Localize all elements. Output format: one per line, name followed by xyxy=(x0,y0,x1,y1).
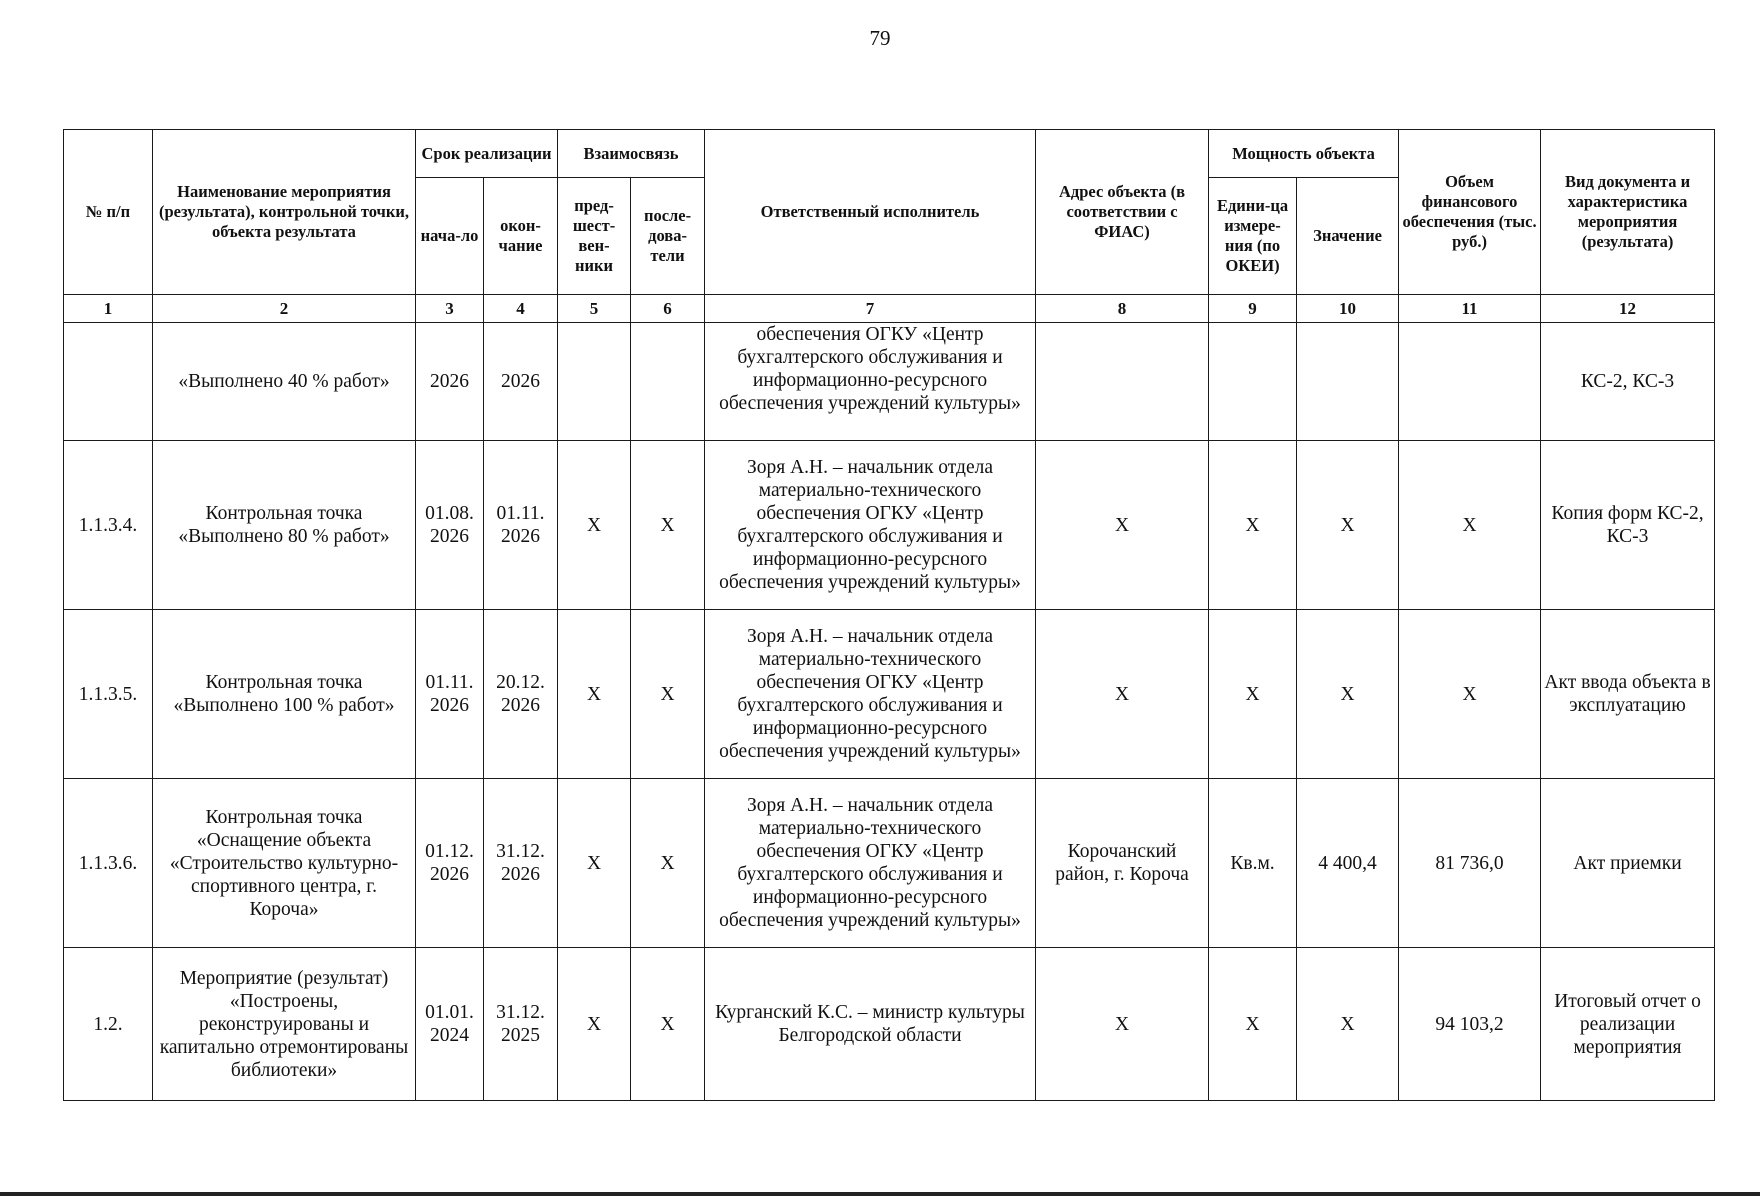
row-end: 31.12. 2026 xyxy=(484,779,558,948)
table-row xyxy=(64,948,1715,1101)
row-finance: 81 736,0 xyxy=(1399,779,1541,948)
row-value: Х xyxy=(1297,948,1399,1101)
row-unit: Х xyxy=(1209,610,1297,779)
row-name: Контрольная точка «Выполнено 80 % работ» xyxy=(153,441,416,610)
row-executor: Зоря А.Н. – начальник отдела материально-технического обеспечения ОГКУ «Центр бухгалтерского обслуживания и информационно-ресурсного обеспечения учреждений культуры» xyxy=(705,441,1036,610)
row-name: Мероприятие (результат) «Построены, реконструированы и капитально отремонтированы библиотеки» xyxy=(153,948,416,1101)
row-next: Х xyxy=(631,441,705,610)
row-finance: 94 103,2 xyxy=(1399,948,1541,1101)
row-prev xyxy=(558,323,631,441)
row-doc: Копия форм КС-2, КС-3 xyxy=(1541,441,1715,610)
row-end: 31.12. 2025 xyxy=(484,948,558,1101)
header-capacity-unit: Едини-ца измере-ния (по ОКЕИ) xyxy=(1209,178,1297,295)
row-name: Контрольная точка «Оснащение объекта «Строительство культурно-спортивного центра, г. Короча» xyxy=(153,779,416,948)
column-number: 9 xyxy=(1209,295,1297,323)
row-address: Х xyxy=(1036,441,1209,610)
row-end: 2026 xyxy=(484,323,558,441)
row-start: 2026 xyxy=(416,323,484,441)
row-next: Х xyxy=(631,610,705,779)
row-num xyxy=(64,323,153,441)
table-row xyxy=(64,441,1715,610)
row-start: 01.01. 2024 xyxy=(416,948,484,1101)
header-term-start: нача-ло xyxy=(416,178,484,295)
header-executor: Ответственный исполнитель xyxy=(705,130,1036,295)
header-relation-next: после-дова-тели xyxy=(631,178,705,295)
row-end: 01.11. 2026 xyxy=(484,441,558,610)
row-doc: Акт приемки xyxy=(1541,779,1715,948)
row-finance: Х xyxy=(1399,441,1541,610)
row-prev: Х xyxy=(558,441,631,610)
row-end: 20.12. 2026 xyxy=(484,610,558,779)
row-finance xyxy=(1399,323,1541,441)
row-num: 1.2. xyxy=(64,948,153,1101)
row-prev: Х xyxy=(558,948,631,1101)
header-name: Наименование мероприятия (результата), контрольной точки, объекта результата xyxy=(153,130,416,295)
header-num: № п/п xyxy=(64,130,153,295)
row-value: Х xyxy=(1297,610,1399,779)
row-name: Контрольная точка «Выполнено 100 % работ» xyxy=(153,610,416,779)
table-row xyxy=(64,610,1715,779)
header-capacity: Мощность объекта xyxy=(1209,130,1399,178)
events-plan-table xyxy=(63,129,1715,1101)
column-number: 12 xyxy=(1541,295,1715,323)
column-number: 8 xyxy=(1036,295,1209,323)
header-finance: Объем финансового обеспечения (тыс. руб.) xyxy=(1399,130,1541,295)
table-row xyxy=(64,323,1715,441)
row-next xyxy=(631,323,705,441)
row-address xyxy=(1036,323,1209,441)
header-relation: Взаимосвязь xyxy=(558,130,705,178)
row-num: 1.1.3.5. xyxy=(64,610,153,779)
row-address: Х xyxy=(1036,948,1209,1101)
row-doc: КС-2, КС-3 xyxy=(1541,323,1715,441)
row-executor: Курганский К.С. – министр культуры Белгородской области xyxy=(705,948,1036,1101)
row-unit xyxy=(1209,323,1297,441)
column-number: 5 xyxy=(558,295,631,323)
column-number: 3 xyxy=(416,295,484,323)
row-start: 01.12. 2026 xyxy=(416,779,484,948)
row-unit: Х xyxy=(1209,948,1297,1101)
row-executor: обеспечения ОГКУ «Центр бухгалтерского обслуживания и информационно-ресурсного обеспечения учреждений культуры» xyxy=(705,323,1036,441)
row-value xyxy=(1297,323,1399,441)
row-address: Корочанский район, г. Короча xyxy=(1036,779,1209,948)
row-executor: Зоря А.Н. – начальник отдела материально-технического обеспечения ОГКУ «Центр бухгалтерского обслуживания и информационно-ресурсного обеспечения учреждений культуры» xyxy=(705,610,1036,779)
row-value: Х xyxy=(1297,441,1399,610)
column-numbers-row xyxy=(64,295,1715,323)
row-next: Х xyxy=(631,779,705,948)
row-start: 01.08. 2026 xyxy=(416,441,484,610)
page-number: 79 xyxy=(869,26,891,50)
row-name: «Выполнено 40 % работ» xyxy=(153,323,416,441)
row-prev: Х xyxy=(558,779,631,948)
table-header xyxy=(64,130,1715,323)
row-num: 1.1.3.6. xyxy=(64,779,153,948)
row-doc: Акт ввода объекта в эксплуатацию xyxy=(1541,610,1715,779)
header-address: Адрес объекта (в соответствии с ФИАС) xyxy=(1036,130,1209,295)
table-row xyxy=(64,779,1715,948)
row-next: Х xyxy=(631,948,705,1101)
table-body xyxy=(64,323,1715,1101)
row-unit: Кв.м. xyxy=(1209,779,1297,948)
row-value: 4 400,4 xyxy=(1297,779,1399,948)
column-number: 6 xyxy=(631,295,705,323)
header-relation-prev: пред-шест-вен-ники xyxy=(558,178,631,295)
page-bottom-rule xyxy=(0,1192,1760,1196)
row-unit: Х xyxy=(1209,441,1297,610)
row-prev: Х xyxy=(558,610,631,779)
header-term: Срок реализации xyxy=(416,130,558,178)
column-number: 4 xyxy=(484,295,558,323)
header-doc: Вид документа и характеристика мероприятия (результата) xyxy=(1541,130,1715,295)
row-address: Х xyxy=(1036,610,1209,779)
header-capacity-value: Значение xyxy=(1297,178,1399,295)
column-number: 1 xyxy=(64,295,153,323)
row-start: 01.11. 2026 xyxy=(416,610,484,779)
row-finance: Х xyxy=(1399,610,1541,779)
row-num: 1.1.3.4. xyxy=(64,441,153,610)
row-executor: Зоря А.Н. – начальник отдела материально-технического обеспечения ОГКУ «Центр бухгалтерского обслуживания и информационно-ресурсного обеспечения учреждений культуры» xyxy=(705,779,1036,948)
column-number: 11 xyxy=(1399,295,1541,323)
column-number: 7 xyxy=(705,295,1036,323)
row-doc: Итоговый отчет о реализации мероприятия xyxy=(1541,948,1715,1101)
column-number: 10 xyxy=(1297,295,1399,323)
column-number: 2 xyxy=(153,295,416,323)
header-term-end: окон-чание xyxy=(484,178,558,295)
